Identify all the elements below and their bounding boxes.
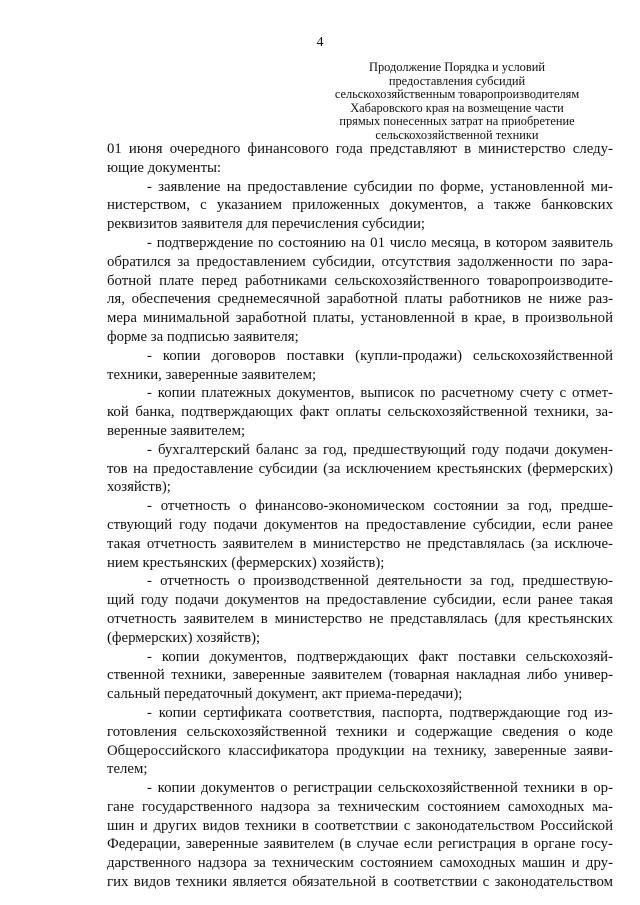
paragraph: [107, 441, 613, 497]
text-line: дарственного надзора за техническим состоянием самоходных машин и дру-: [107, 855, 613, 872]
header-line: предоставления субсидий: [388, 73, 526, 88]
text-line: Федерации, заверенные заявителем (в случае если регистрация в органе госу-: [107, 836, 613, 853]
document-body: [107, 140, 613, 892]
text-line: - бухгалтерский баланс за год, предшествующий году подачи докумен-: [147, 441, 613, 458]
header-line: Продолжение Порядка и условий: [369, 60, 545, 74]
header-line: сельскохозяйственной техники: [375, 127, 539, 142]
text-line: кой банка, подтверждающих факт оплаты сельскохозяйственной техники, за-: [107, 404, 613, 421]
paragraph: [107, 347, 613, 385]
text-line: Общероссийского классификатора продукции на технику, заверенные заяви-: [107, 742, 613, 759]
paragraph: [107, 779, 613, 892]
text-line: ля, обеспечения среднемесячной заработной платы работников не ниже раз-: [107, 291, 613, 308]
text-line: - копии платежных документов, выписок по расчетному счету с отмет-: [147, 385, 613, 402]
text-line: - копии сертификата соответствия, паспорта, подтверждающие год из-: [147, 704, 613, 721]
text-line: сальный передаточный документ, акт приема-передачи);: [107, 686, 463, 703]
paragraph: [107, 140, 613, 178]
text-line: (фермерских) хозяйств);: [107, 629, 261, 646]
text-line: отчетность заявителем в министерство не представлялась (для крестьянских: [107, 610, 613, 627]
text-line: форме за подписью заявителя;: [107, 328, 299, 345]
text-line: гане государственного надзора за техническим состоянием самоходных ма-: [107, 798, 613, 815]
text-line: телем;: [107, 761, 148, 778]
text-line: - копии документов о регистрации сельскохозяйственной техники в ор-: [147, 780, 613, 797]
paragraph: [107, 572, 613, 647]
paragraph: [107, 648, 613, 704]
text-line: щий году подачи документов на предоставление субсидии, если ранее такая: [107, 592, 613, 609]
text-line: - копии договоров поставки (купли-продажи) сельскохозяйственной: [147, 347, 613, 364]
text-line: хозяйств);: [107, 479, 171, 496]
text-line: техники, заверенные заявителем;: [107, 366, 317, 383]
text-line: реквизитов заявителя для перечисления субсидии;: [107, 216, 426, 233]
text-line: ющие документы:: [107, 159, 222, 176]
text-line: - отчетность о производственной деятельности за год, предшествую-: [147, 573, 613, 590]
text-line: шин и других видов техники в соответствии с законодательством Российской: [107, 817, 613, 834]
text-line: нистерством, с указанием приложенных документов, а также банковских: [107, 197, 613, 214]
document-header: [324, 61, 590, 143]
paragraph: [107, 497, 613, 572]
text-line: тов на предоставление субсидии (за исключением крестьянских (фермерских): [107, 460, 613, 477]
text-line: готовления сельскохозяйственной техники и содержащие сведения о коде: [107, 723, 613, 740]
header-line: сельскохозяйственным товаропроизводителям: [334, 87, 580, 102]
paragraph: [107, 704, 613, 779]
paragraph: [107, 234, 613, 347]
text-line: 01 июня очередного финансового года представляют в министерство следу-: [107, 141, 613, 157]
text-line: мера минимальной заработной платы, установленной в крае, в произвольной: [107, 310, 613, 327]
text-line: - копии документов, подтверждающих факт поставки сельскохозяй-: [147, 648, 613, 665]
text-line: ствующий году подачи документов на предоставление субсидии, если ранее: [107, 516, 613, 533]
text-line: ственной техники, заверенные заявителем (товарная накладная либо универ-: [107, 667, 613, 684]
paragraph: [107, 384, 613, 440]
text-line: гих видов техники является обязательной в соответствии с законодательством: [107, 874, 613, 891]
text-line: такая отчетность заявителем в министерство не представлялась (за исключе-: [107, 535, 613, 552]
header-line: Хабаровского края на возмещение части: [350, 100, 564, 115]
text-line: обратился за предоставлением субсидии, отсутствия задолженности по зара-: [107, 253, 613, 270]
text-line: - заявление на предоставление субсидии по форме, установленной ми-: [147, 178, 613, 195]
page-number: 4: [316, 35, 324, 50]
paragraph: [107, 178, 613, 234]
text-line: веренные заявителем;: [107, 422, 246, 439]
text-line: ботной плате перед работниками сельскохозяйственного товаропроизводите-: [107, 272, 613, 289]
text-line: - подтверждение по состоянию на 01 число месяца, в котором заявитель: [147, 234, 613, 251]
text-line: - отчетность о финансово-экономическом состоянии за год, предше-: [147, 498, 613, 515]
text-line: нием крестьянских (фермерских) хозяйств);: [107, 554, 385, 571]
header-line: прямых понесенных затрат на приобретение: [339, 114, 575, 129]
